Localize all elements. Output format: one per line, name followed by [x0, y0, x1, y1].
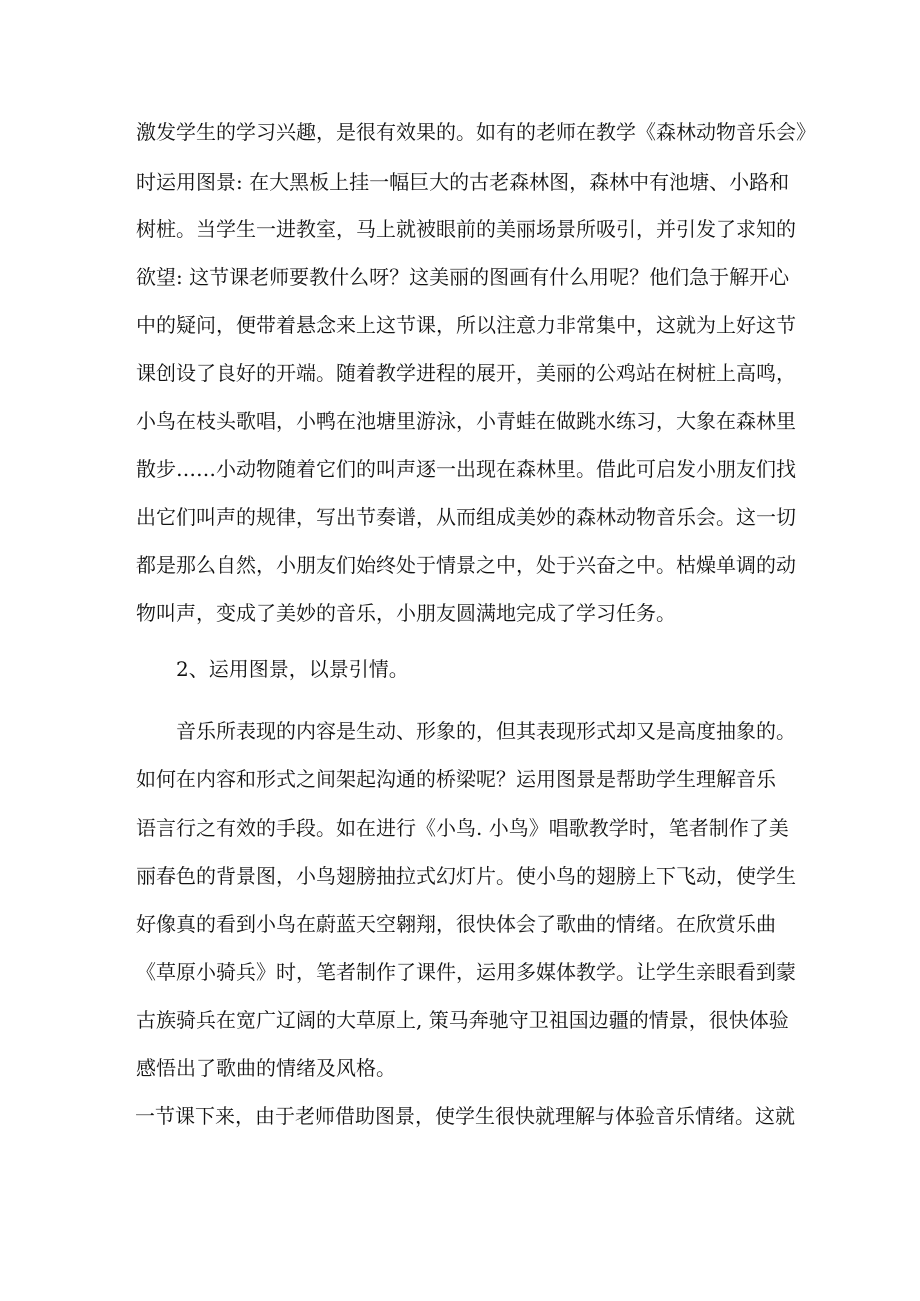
- paragraph-3-line-1: 一节课下来，由于老师借助图景，使学生很快就理解与体验音乐情绪。这就: [135, 1104, 795, 1128]
- paragraph-1-line-7: 小鸟在枝头歌唱，小鸭在池塘里游泳，小青蛙在做跳水练习，大象在森林里: [136, 409, 796, 433]
- paragraph-2-line-7: 古族骑兵在宽广辽阔的大草原上, 策马奔驰守卫祖国边疆的情景，很快体验: [136, 1008, 789, 1032]
- paragraph-1-line-2: 时运用图景: 在大黑板上挂一幅巨大的古老森林图，森林中有池塘、小路和: [136, 170, 790, 194]
- paragraph-1-line-9: 出它们叫声的规律，写出节奏谱，从而组成美妙的森林动物音乐会。这一切: [136, 505, 796, 529]
- paragraph-2-line-1: 音乐所表现的内容是生动、形象的，但其表现形式却又是高度抽象的。: [176, 719, 796, 743]
- paragraph-1-line-4: 欲望: 这节课老师要教什么呀？这美丽的图画有什么用呢？他们急于解开心: [136, 265, 790, 289]
- section-heading: 2、运用图景，以景引情。: [176, 657, 409, 681]
- paragraph-2-line-2: 如何在内容和形式之间架起沟通的桥梁呢？运用图景是帮助学生理解音乐: [136, 767, 776, 791]
- paragraph-1-line-3: 树桩。当学生一进教室，马上就被眼前的美丽场景所吸引，并引发了求知的: [136, 217, 796, 241]
- paragraph-1-line-6: 课创设了良好的开端。随着教学进程的展开，美丽的公鸡站在树桩上高鸣，: [136, 361, 796, 385]
- paragraph-2-line-8: 感悟出了歌曲的情绪及风格。: [136, 1056, 396, 1080]
- paragraph-1-line-5: 中的疑问，便带着悬念来上这节课，所以注意力非常集中，这就为上好这节: [136, 313, 796, 337]
- paragraph-1-line-10: 都是那么自然，小朋友们始终处于情景之中，处于兴奋之中。枯燥单调的动: [136, 553, 796, 577]
- paragraph-2-line-3: 语言行之有效的手段。如在进行《小鸟. 小鸟》唱歌教学时，笔者制作了美: [136, 816, 789, 840]
- paragraph-2-line-4: 丽春色的背景图，小鸟翅膀抽拉式幻灯片。使小鸟的翅膀上下飞动，使学生: [136, 864, 796, 888]
- paragraph-1-line-8: 散步……小动物随着它们的叫声逐一出现在森林里。借此可启发小朋友们找: [136, 457, 796, 481]
- paragraph-1-line-11: 物叫声，变成了美妙的音乐，小朋友圆满地完成了学习任务。: [136, 601, 676, 625]
- paragraph-2-line-5: 好像真的看到小鸟在蔚蓝天空翱翔，很快体会了歌曲的情绪。在欣赏乐曲: [136, 912, 776, 936]
- paragraph-1-line-1: 激发学生的学习兴趣，是很有效果的。如有的老师在教学《森林动物音乐会》: [136, 120, 816, 144]
- paragraph-2-line-6: 《草原小骑兵》时，笔者制作了课件，运用多媒体教学。让学生亲眼看到蒙: [136, 960, 796, 984]
